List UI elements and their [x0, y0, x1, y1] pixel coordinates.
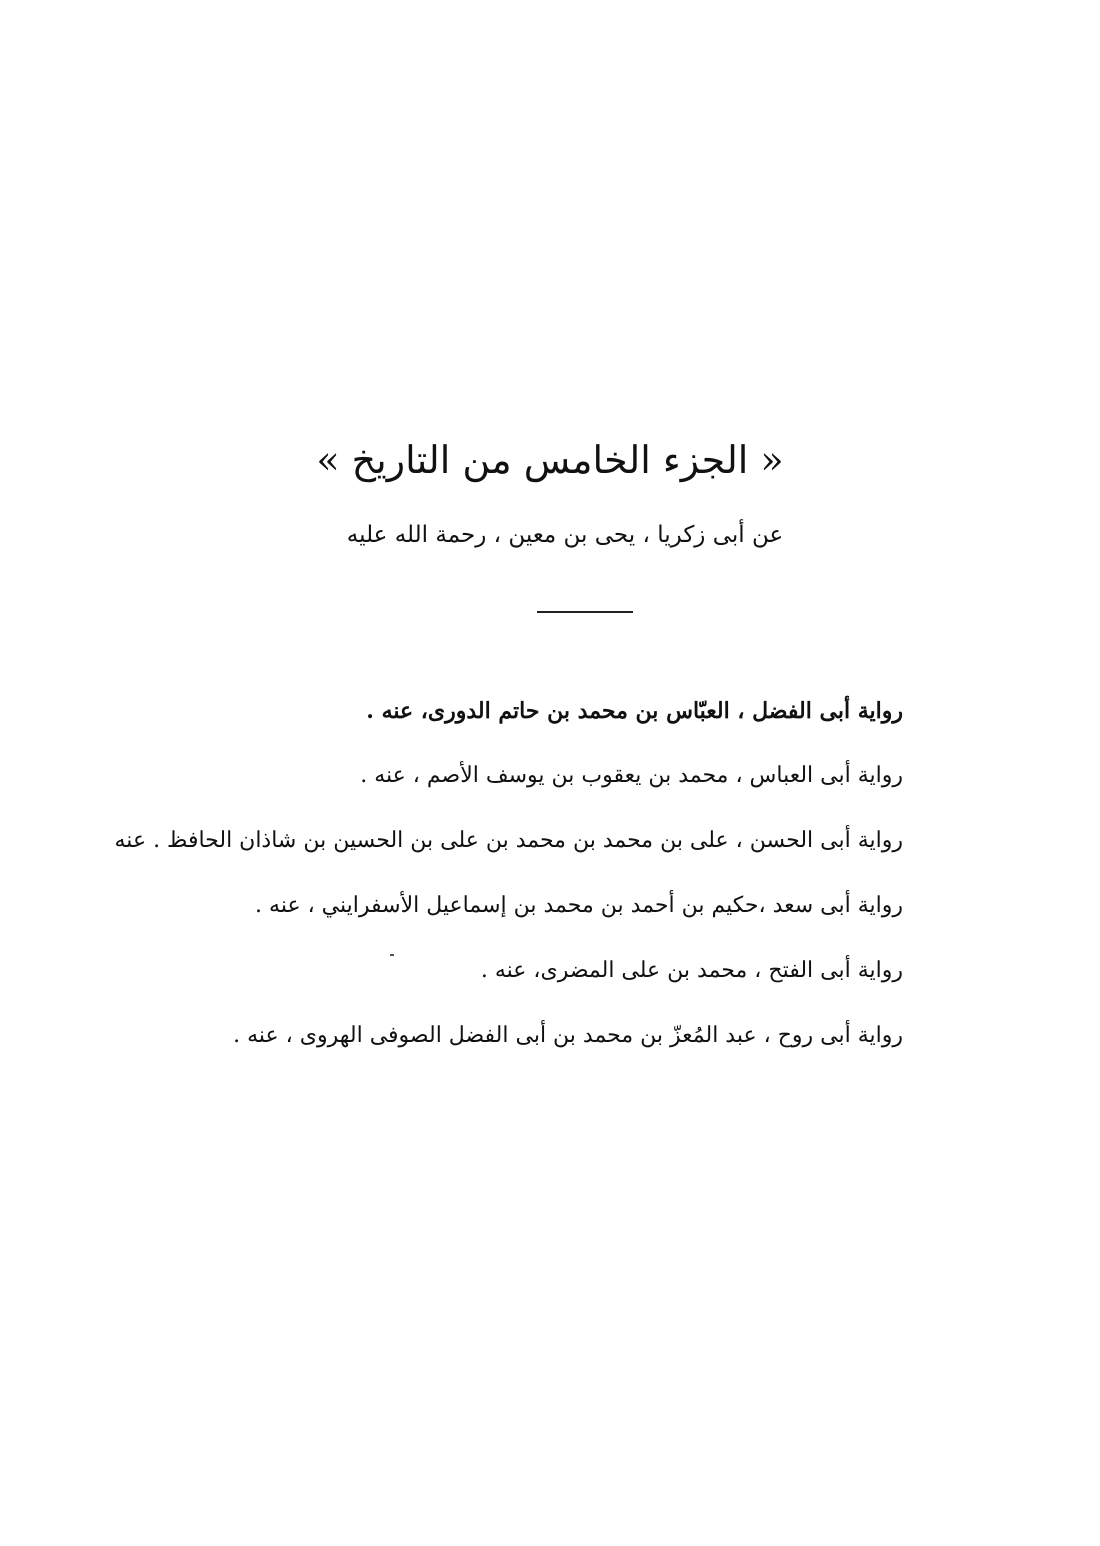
page-subtitle: عن أبى زكريا ، يحى بن معين ، رحمة الله عليه	[346, 522, 784, 548]
transmission-line: رواية أبى الفضل ، العبّاس بن محمد بن حاتم الدورى، عنه .	[366, 698, 903, 724]
transmission-line: رواية أبى الفتح ، محمد بن على المضرى، عنه .	[480, 958, 903, 983]
page-title: « الجزء الخامس من التاريخ »	[316, 438, 784, 482]
transmission-line: رواية أبى سعد ،حكيم بن أحمد بن محمد بن إسماعيل الأسفرايني ، عنه .	[255, 893, 903, 918]
transmission-line: رواية أبى روح ، عبد المُعزّ بن محمد بن أبى الفضل الصوفى الهروى ، عنه .	[233, 1023, 903, 1048]
divider-rule	[537, 611, 633, 613]
scan-speck	[390, 954, 394, 956]
transmission-line: رواية أبى الحسن ، على بن محمد بن محمد بن على بن الحسين بن شاذان الحافظ . عنه	[114, 828, 903, 853]
transmission-line: رواية أبى العباس ، محمد بن يعقوب بن يوسف الأصم ، عنه .	[360, 763, 903, 788]
transmission-list	[114, 686, 903, 1076]
